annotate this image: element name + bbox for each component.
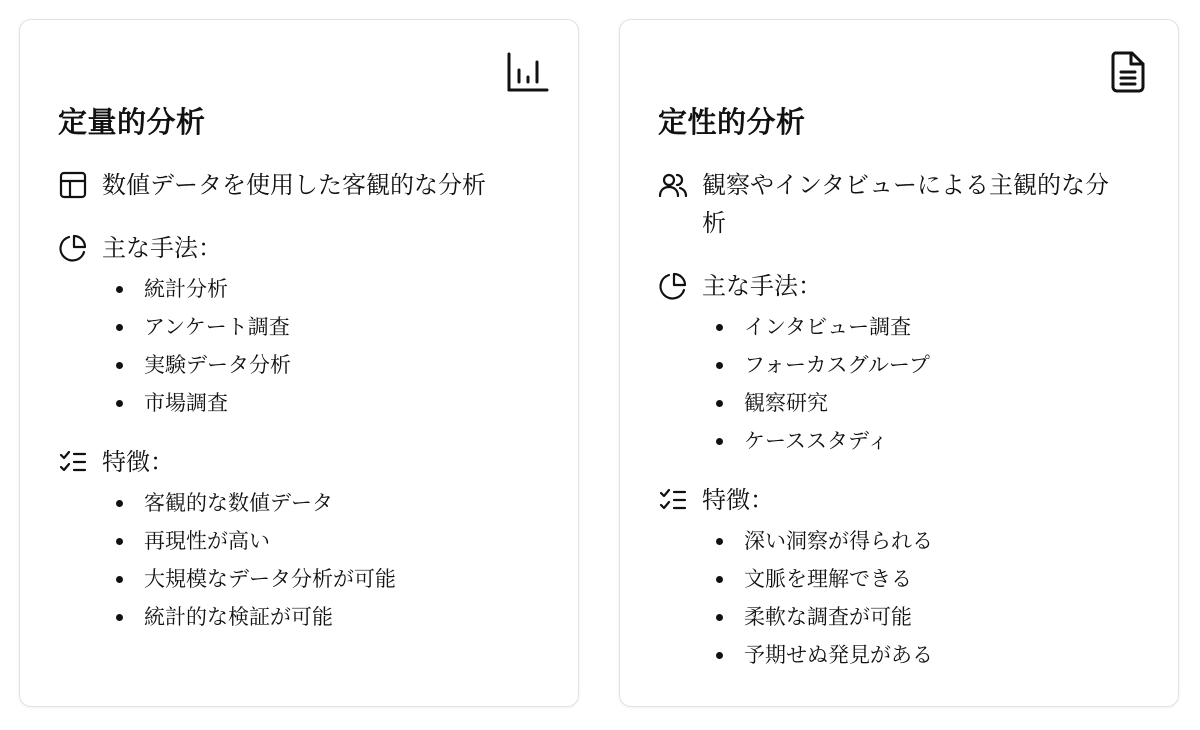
methods-list: [110, 270, 291, 422]
card-title: 定性的分析: [658, 105, 806, 139]
list-item: 大規模なデータ分析が可能: [110, 560, 396, 598]
description-row: [658, 166, 1148, 242]
pie-chart-icon: [658, 271, 688, 301]
description-text: 観察やインタビューによる主観的な分 析: [702, 171, 1110, 237]
list-item: 再現性が高い: [110, 522, 396, 560]
list-item: 深い洞察が得られる: [710, 522, 933, 560]
list-item: 文脈を理解できる: [710, 560, 933, 598]
list-item: 柔軟な調査が可能: [710, 598, 933, 636]
checklist-icon: [658, 485, 688, 515]
methods-heading: [658, 267, 1148, 305]
list-item: 観察研究: [710, 384, 930, 422]
users-icon: [658, 170, 688, 200]
bar-chart-icon: [506, 50, 550, 94]
list-item: アンケート調査: [110, 308, 291, 346]
list-item: 予期せぬ発見がある: [710, 636, 933, 674]
methods-heading: [58, 229, 548, 267]
list-item: 客観的な数値データ: [110, 484, 396, 522]
table-icon: [58, 170, 88, 200]
quantitative-card: [19, 19, 579, 707]
description-row: [58, 166, 548, 204]
qualitative-card: [619, 19, 1179, 707]
pie-chart-icon: [58, 233, 88, 263]
features-heading: [658, 481, 1148, 519]
features-heading: [58, 443, 548, 481]
methods-label: 主な手法：: [702, 272, 822, 300]
document-icon: [1106, 50, 1150, 94]
list-item: インタビュー調査: [710, 308, 930, 346]
list-item: 実験データ分析: [110, 346, 291, 384]
checklist-icon: [58, 447, 88, 477]
list-item: 市場調査: [110, 384, 291, 422]
description-text: 数値データを使用した客観的な分析: [102, 171, 486, 199]
features-list: [710, 522, 933, 674]
card-title: 定量的分析: [58, 105, 206, 139]
list-item: フォーカスグループ: [710, 346, 930, 384]
list-item: 統計的な検証が可能: [110, 598, 396, 636]
methods-label: 主な手法：: [102, 234, 222, 262]
list-item: 統計分析: [110, 270, 291, 308]
features-list: [110, 484, 396, 636]
methods-list: [710, 308, 930, 460]
list-item: ケーススタディ: [710, 422, 930, 460]
features-label: 特徴：: [702, 486, 774, 514]
features-label: 特徴：: [102, 448, 174, 476]
